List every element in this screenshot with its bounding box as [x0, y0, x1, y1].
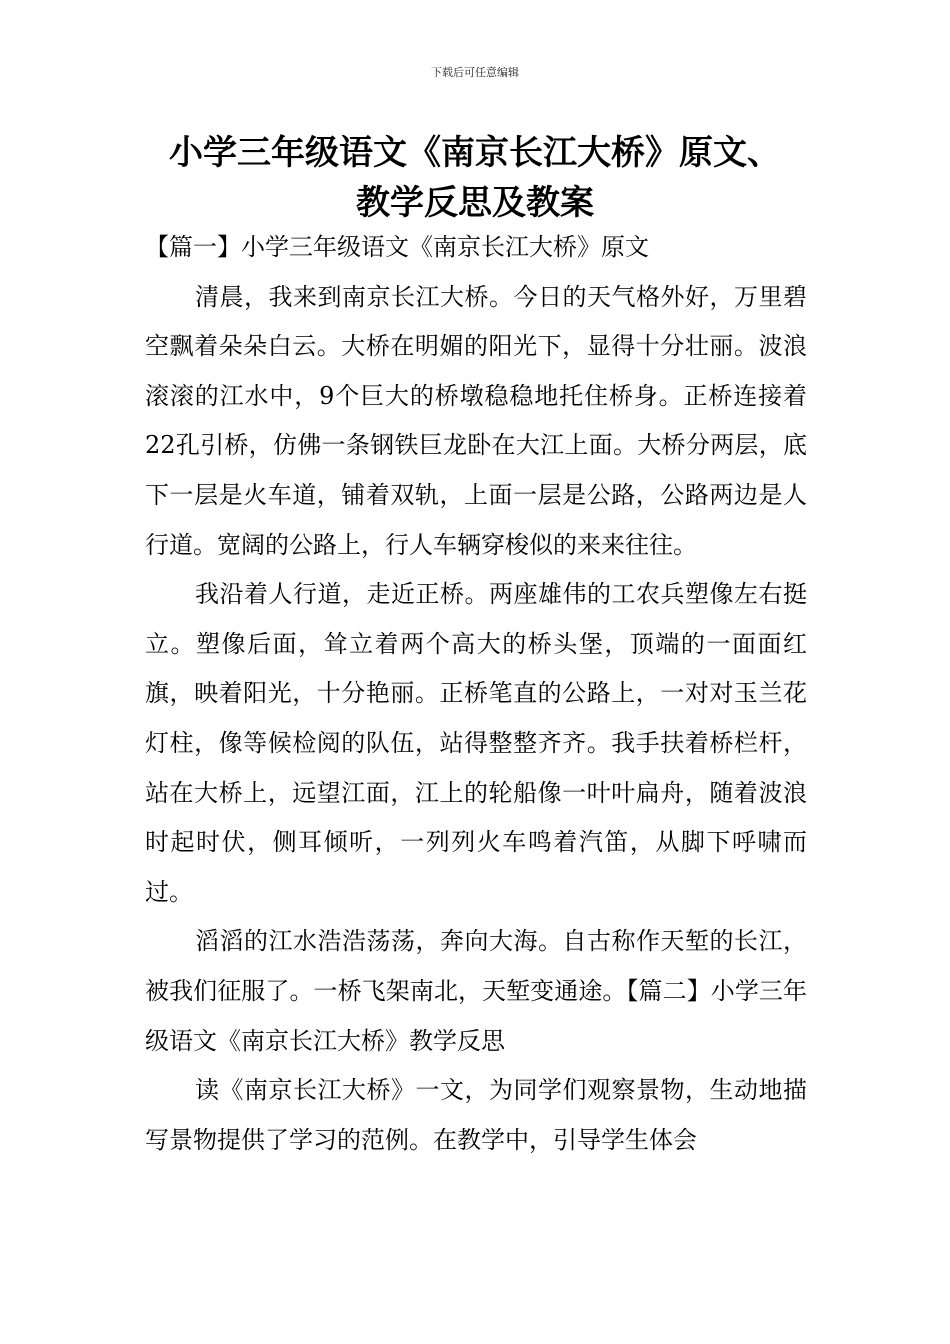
document-body [145, 223, 807, 1165]
title-line-2: 教学反思及教案 [356, 183, 594, 223]
document-title [145, 128, 805, 228]
paragraph-1: 清晨，我来到南京长江大桥。今日的天气格外好，万里碧空飘着朵朵白云。大桥在明媚的阳光下，显得十分壮丽。波浪滚滚的江水中，9个巨大的桥墩稳稳地托住桥身。正桥连接着22孔引桥，仿佛一条钢铁巨龙卧在大江上面。大桥分两层，底下一层是火车道，铺着双轨，上面一层是公路，公路两边是人行道。宽阔的公路上，行人车辆穿梭似的来来往往。 [145, 282, 807, 559]
section-heading-1: 【篇一】小学三年级语文《南京长江大桥》原文 [145, 233, 649, 261]
paragraph-2: 我沿着人行道，走近正桥。两座雄伟的工农兵塑像左右挺立。塑像后面，耸立着两个高大的桥头堡，顶端的一面面红旗，映着阳光，十分艳丽。正桥笔直的公路上，一对对玉兰花灯柱，像等候检阅的队伍，站得整整齐齐。我手扶着桥栏杆，站在大桥上，远望江面，江上的轮船像一叶叶扁舟，随着波浪时起时伏，侧耳倾听，一列列火车鸣着汽笛，从脚下呼啸而过。 [145, 580, 807, 906]
title-line-1: 小学三年级语文《南京长江大桥》原文、 [169, 133, 781, 173]
paragraph-4: 读《南京长江大桥》一文，为同学们观察景物，生动地描写景物提供了学习的范例。在教学中，引导学生体会 [145, 1076, 807, 1154]
page-header-note: 下载后可任意编辑 [431, 66, 519, 79]
paragraph-3: 滔滔的江水浩浩荡荡，奔向大海。自古称作天堑的长江，被我们征服了。一桥飞架南北，天堑变通途。【篇二】小学三年级语文《南京长江大桥》教学反思 [145, 927, 807, 1055]
